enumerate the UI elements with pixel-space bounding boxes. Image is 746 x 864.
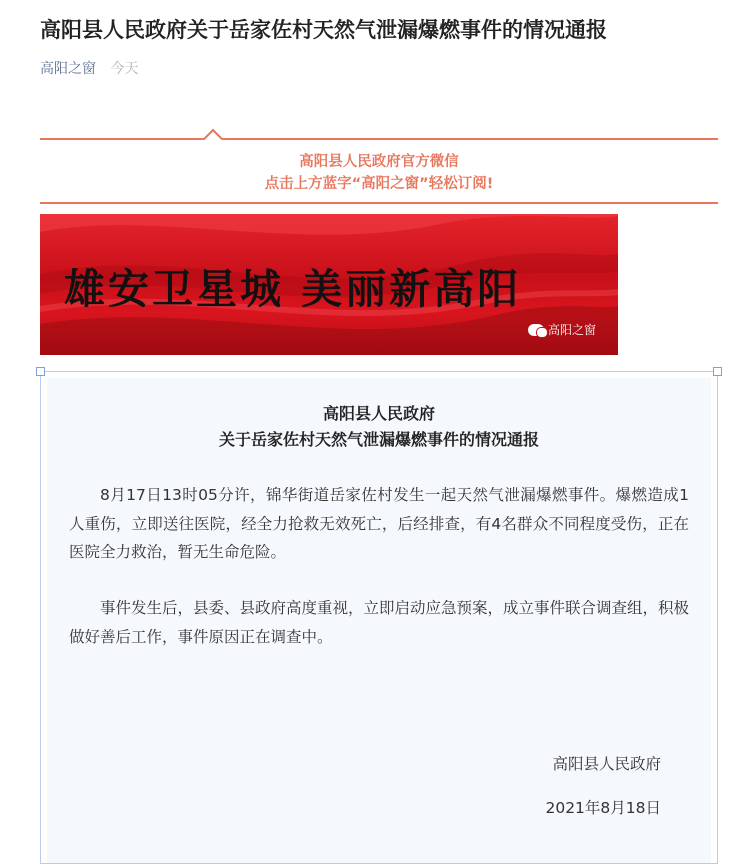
banner-slogan: 雄安卫星城 美丽新高阳 bbox=[64, 265, 522, 313]
divider-bottom bbox=[40, 202, 718, 204]
notice-heading: 关于岳家佐村天然气泄漏爆燃事件的情况通报 bbox=[218, 430, 539, 449]
corner-handle-top-left bbox=[36, 367, 45, 376]
divider-top bbox=[40, 138, 718, 140]
notice-paragraph-1: 8月17日13时05分许，锦华街道岳家佐村发生一起天然气泄漏爆燃事件。爆燃造成1人重伤，立即送往医院，经全力抢救无效死亡，后经排查，有4名群众不同程度受伤，正在医院全力救治，暂无生命危险。 bbox=[69, 486, 689, 561]
notice-date: 2021年8月18日 bbox=[545, 799, 661, 817]
notice-signature: 高阳县人民政府 bbox=[552, 755, 661, 773]
banner-image bbox=[40, 214, 618, 355]
notice-inner bbox=[47, 378, 711, 863]
article-title: 高阳县人民政府关于岳家佐村天然气泄漏爆燃事件的情况通报 bbox=[40, 18, 607, 42]
watermark-text: 高阳之窗 bbox=[547, 323, 596, 337]
subscribe-line-1: 高阳县人民政府官方微信 bbox=[299, 154, 459, 170]
notice-issuer: 高阳县人民政府 bbox=[322, 404, 435, 423]
article-meta bbox=[40, 60, 138, 78]
notice-card bbox=[40, 371, 718, 864]
account-name-link[interactable]: 高阳之窗 bbox=[40, 61, 96, 77]
notice-paragraph-2: 事件发生后，县委、县政府高度重视，立即启动应急预案，成立事件联合调查组，积极做好善后工作，事件原因正在调查中。 bbox=[69, 599, 690, 646]
banner-watermark bbox=[528, 323, 596, 337]
corner-handle-top-right bbox=[713, 367, 722, 376]
subscribe-box bbox=[40, 128, 718, 204]
subscribe-line-2: 点击上方蓝字“高阳之窗”轻松订阅! bbox=[264, 176, 494, 192]
publish-time: 今天 bbox=[110, 61, 139, 77]
wechat-icon bbox=[528, 324, 544, 336]
